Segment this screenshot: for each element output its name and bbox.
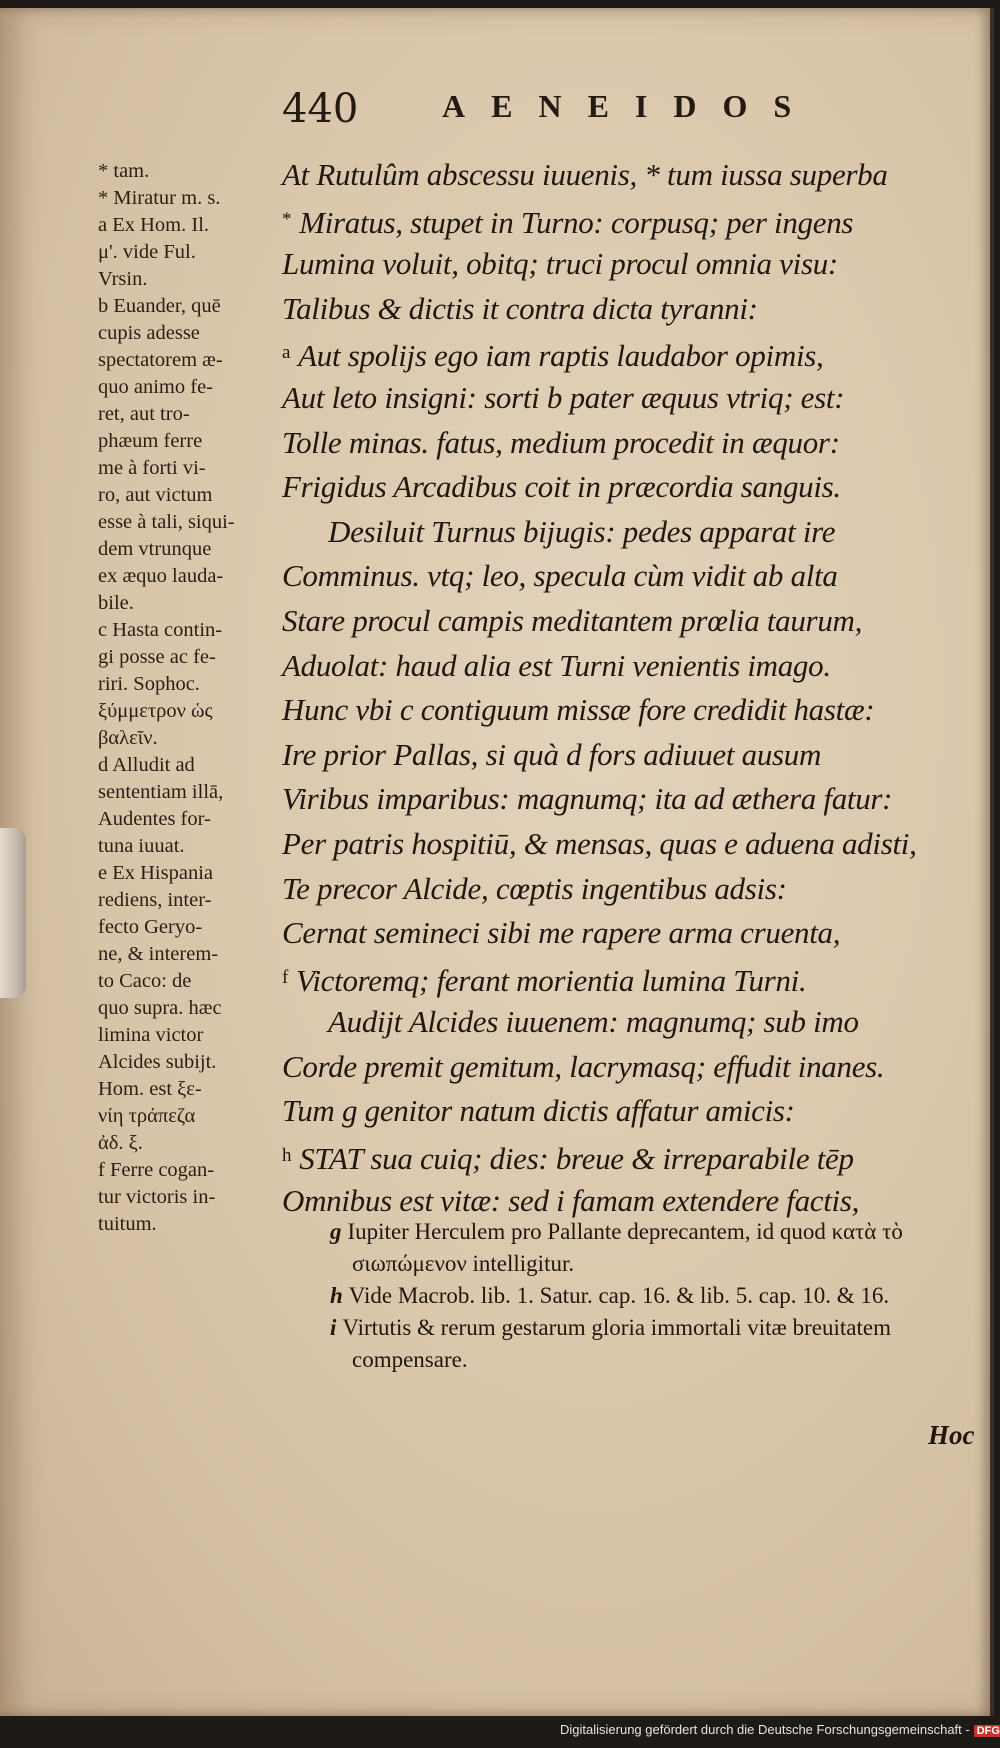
book-page	[0, 8, 994, 1716]
verse-line	[282, 1089, 982, 1134]
footnote-text: Iupiter Herculem pro Pallante deprecantem, id quod κατὰ τὸ σιωπώμενον intelligitur.	[347, 1219, 903, 1276]
margin-note-line: me à forti vi-	[98, 457, 206, 479]
verse-line	[282, 153, 982, 198]
margin-note-line: νίη τράπεζα	[98, 1105, 196, 1127]
note-marker: *	[282, 208, 292, 230]
verse-text	[282, 153, 982, 1223]
verse-line-text: Viribus imparibus: magnumq; ita ad æthera fatur:	[282, 781, 893, 817]
margin-note-line: βαλεῖν.	[98, 727, 158, 749]
verse-line-text: Lumina voluit, obitq; truci procul omnia visu:	[282, 246, 838, 282]
verse-line	[282, 465, 982, 510]
margin-note-line: tuitum.	[98, 1213, 157, 1235]
verse-line	[282, 554, 982, 599]
margin-note-line: gi posse ac fe-	[98, 646, 216, 668]
margin-note-line: ξύμμετρον ὡς	[98, 700, 213, 722]
verse-line-text: Te precor Alcide, cœptis ingentibus adsis:	[282, 870, 787, 906]
verse-line-text: Aut spolijs ego iam raptis laudabor opimis,	[298, 338, 824, 374]
margin-note-line: Vrsin.	[98, 268, 148, 290]
verse-line-text: Victoremq; ferant morientia lumina Turni.	[296, 962, 807, 998]
verse-line-text: Ire prior Pallas, si quà d fors adiuuet ausum	[282, 736, 822, 772]
verse-line	[282, 867, 982, 912]
margin-note-line: quo supra. hæc	[98, 997, 222, 1019]
margin-notes	[98, 158, 298, 1238]
page-clip	[0, 828, 26, 998]
margin-note-line: ro, aut victum	[98, 484, 213, 506]
margin-note-line: limina victor	[98, 1024, 204, 1046]
margin-note-line: f Ferre cogan-	[98, 1159, 215, 1181]
verse-line-text: Cernat semineci sibi me rapere arma cruenta,	[282, 915, 841, 951]
margin-note-line: Audentes for-	[98, 808, 211, 830]
verse-line-text: Frigidus Arcadibus coit in præcordia sanguis.	[282, 469, 841, 505]
verse-line-text: STAT sua cuiq; dies: breue & irreparabile tēp	[299, 1141, 854, 1177]
verse-line	[282, 421, 982, 466]
verse-line-text: Tum g genitor natum dictis affatur amicis:	[282, 1093, 795, 1129]
verse-line-text: Per patris hospitiū, & mensas, quas e aduena adisti,	[282, 825, 917, 861]
margin-note-line: ret, aut tro-	[98, 403, 190, 425]
verse-line-text: Corde premit gemitum, lacrymasq; effudit inanes.	[282, 1048, 885, 1084]
margin-note-line: ἀδ. ξ.	[98, 1132, 143, 1154]
margin-note-line: tuna iuuat.	[98, 835, 185, 857]
margin-note-line: dem vtrunque	[98, 538, 212, 560]
margin-note-line: Alcides subijt.	[98, 1051, 217, 1073]
margin-note-line: to Caco: de	[98, 970, 192, 992]
verse-line-text: At Rutulûm abscessu iuuenis, * tum iussa superba	[282, 157, 888, 192]
verse-line	[282, 822, 982, 867]
page-number: 440	[282, 86, 359, 132]
footnote	[330, 1280, 970, 1312]
verse-line	[282, 331, 982, 376]
verse-line-text: Stare procul campis meditantem prœlia taurum,	[282, 602, 863, 638]
footnote-text: Vide Macrob. lib. 1. Satur. cap. 16. & lib. 5. cap. 10. & 16.	[348, 1283, 890, 1308]
margin-note-line: ne, & interem-	[98, 943, 219, 965]
note-marker: f	[282, 966, 289, 988]
verse-line	[282, 688, 982, 733]
verse-line	[282, 1045, 982, 1090]
footnote-key: h	[330, 1283, 343, 1308]
verse-line	[282, 198, 982, 243]
verse-line	[282, 911, 982, 956]
verse-line	[282, 242, 982, 287]
footnote	[330, 1216, 970, 1280]
verse-line	[282, 376, 982, 421]
verse-line-text: Desiluit Turnus bijugis: pedes apparat ire	[328, 513, 836, 549]
margin-note-line: esse à tali, siqui-	[98, 511, 235, 533]
note-marker: h	[282, 1145, 292, 1167]
margin-note-line: cupis adesse	[98, 322, 200, 344]
margin-note-line: a Ex Hom. Il.	[98, 214, 210, 236]
verse-line	[282, 599, 982, 644]
verse-line	[282, 733, 982, 778]
running-title: AENEIDOS	[442, 88, 818, 124]
page-header	[282, 86, 818, 132]
margin-note-line: b Euander, quē	[98, 295, 221, 317]
digitization-credit	[560, 1722, 1000, 1737]
verse-line-text: Omnibus est vitæ: sed i famam extendere factis,	[282, 1182, 860, 1218]
footnote	[330, 1312, 970, 1376]
footnote-text: Virtutis & rerum gestarum gloria immortali vitæ breuitatem compensare.	[342, 1315, 891, 1372]
note-marker: a	[282, 342, 291, 364]
verse-line-text: Aduolat: haud alia est Turni venientis imago.	[282, 647, 831, 683]
margin-note-line: sententiam illā,	[98, 781, 224, 803]
margin-note-line: * Miratur m. s.	[98, 187, 221, 209]
verse-line	[282, 956, 982, 1001]
verse-line	[282, 1000, 982, 1045]
footnote-key: i	[330, 1315, 337, 1340]
footnotes	[330, 1216, 970, 1376]
verse-line	[282, 1134, 982, 1179]
margin-note-line: μ'. vide Ful.	[98, 241, 196, 263]
margin-note-line: * tam.	[98, 160, 150, 182]
verse-line-text: Tolle minas. fatus, medium procedit in æquor:	[282, 424, 840, 460]
verse-line-text: Audijt Alcides iuuenem: magnumq; sub imo	[328, 1004, 859, 1040]
margin-note-line: tur victoris in-	[98, 1186, 216, 1208]
verse-line	[282, 777, 982, 822]
verse-line-text: Comminus. vtq; leo, specula cùm vidit ab alta	[282, 558, 838, 594]
margin-note-line: spectatorem æ-	[98, 349, 223, 371]
margin-note-line: phæum ferre	[98, 430, 203, 452]
margin-note-line: bile.	[98, 592, 134, 614]
margin-note-line: quo animo fe-	[98, 376, 213, 398]
margin-note-line: e Ex Hispania	[98, 862, 213, 884]
footnote-key: g	[330, 1219, 342, 1244]
margin-note-line: riri. Sophoc.	[98, 673, 200, 695]
dfg-logo: DFG	[974, 1725, 1000, 1737]
verse-line-text: Talibus & dictis it contra dicta tyranni:	[282, 290, 758, 326]
margin-note-line: c Hasta contin-	[98, 619, 223, 641]
verse-line	[282, 510, 982, 555]
verse-line	[282, 644, 982, 689]
verse-line-text: Aut leto insigni: sorti b pater æquus vtriq; est:	[282, 379, 845, 415]
margin-note-line: fecto Geryo-	[98, 916, 203, 938]
verse-line	[282, 287, 982, 332]
margin-note-line: d Alludit ad	[98, 754, 195, 776]
verse-line-text: Miratus, stupet in Turno: corpusq; per ingens	[299, 204, 854, 240]
credit-text: Digitalisierung gefördert durch die Deutsche Forschungsgemeinschaft -	[560, 1722, 970, 1737]
margin-note-line: ex æquo lauda-	[98, 565, 224, 587]
catchword: Hoc	[928, 1420, 975, 1450]
verse-line-text: Hunc vbi c contiguum missæ fore credidit hastæ:	[282, 692, 875, 728]
margin-note-line: rediens, inter-	[98, 889, 212, 911]
margin-note-line: Hom. est ξε-	[98, 1078, 202, 1100]
